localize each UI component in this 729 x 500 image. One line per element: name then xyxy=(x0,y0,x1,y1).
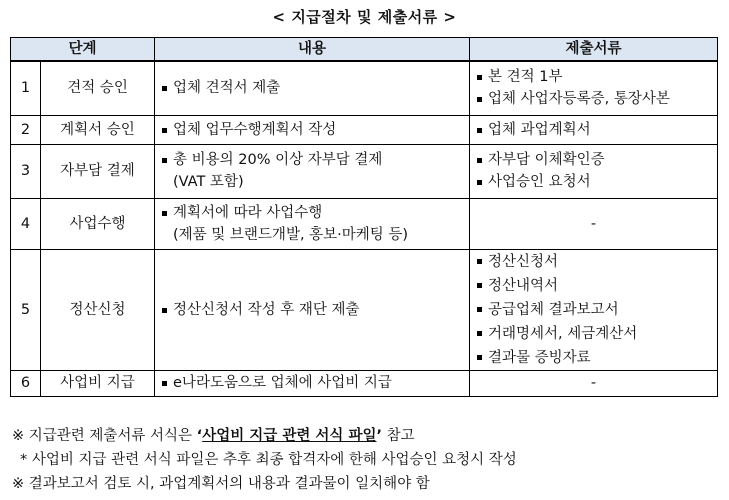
procedure-table xyxy=(10,37,718,397)
step-content xyxy=(155,115,470,144)
document-item: 거래명세서, 세금계산서 xyxy=(475,322,712,346)
content-item: 총 비용의 20% 이상 자부담 결제 xyxy=(160,149,464,171)
table-row xyxy=(11,370,718,396)
step-documents-none: - xyxy=(470,198,718,249)
step-number: 5 xyxy=(11,249,41,370)
document-item: 사업승인 요청서 xyxy=(475,171,712,193)
step-name: 사업수행 xyxy=(41,198,155,249)
table-row xyxy=(11,198,718,249)
header-documents: 제출서류 xyxy=(470,38,718,62)
document-item: 업체 과업계획서 xyxy=(475,119,712,141)
table-header-row xyxy=(11,38,718,62)
forms-file-name: 사업비 지급 관련 서식 파일 xyxy=(202,428,377,444)
step-documents xyxy=(470,61,718,115)
step-documents xyxy=(470,115,718,144)
content-item: e나라도움으로 업체에 사업비 지급 xyxy=(160,372,464,394)
document-item: 정산신청서 xyxy=(475,250,712,274)
step-name: 계획서 승인 xyxy=(41,115,155,144)
note-text: ※ 지급관련 제출서류 서식은 xyxy=(12,428,197,444)
step-documents-none: - xyxy=(470,370,718,396)
step-name: 정산신청 xyxy=(41,249,155,370)
content-item: 업체 업무수행계획서 작성 xyxy=(160,119,464,141)
step-content xyxy=(155,144,470,198)
table-row xyxy=(11,61,718,115)
table-row xyxy=(11,249,718,370)
step-name: 견적 승인 xyxy=(41,61,155,115)
step-content xyxy=(155,370,470,396)
header-stage: 단계 xyxy=(11,38,155,62)
content-continuation: (VAT 포함) xyxy=(173,174,244,190)
document-item: 본 견적 1부 xyxy=(475,66,712,88)
step-name: 사업비 지급 xyxy=(41,370,155,396)
table-row xyxy=(11,144,718,198)
document-item: 업체 사업자등록증, 통장사본 xyxy=(475,88,712,110)
step-number: 6 xyxy=(11,370,41,396)
step-content xyxy=(155,198,470,249)
notes-section xyxy=(12,424,722,496)
document-item: 정산내역서 xyxy=(475,274,712,298)
document-item: 공급업체 결과보고서 xyxy=(475,298,712,322)
step-content xyxy=(155,61,470,115)
page-title: < 지급절차 및 제출서류 > xyxy=(272,8,457,26)
step-content xyxy=(155,249,470,370)
step-documents xyxy=(470,249,718,370)
document-item: 자부담 이체확인증 xyxy=(475,149,712,171)
step-number: 1 xyxy=(11,61,41,115)
content-item: 계획서에 따라 사업수행 xyxy=(160,202,464,224)
step-number: 3 xyxy=(11,144,41,198)
table-row xyxy=(11,115,718,144)
note-forms-timing: * 사업비 지급 관련 서식 파일은 추후 최종 합격자에 한해 사업승인 요청시 작성 xyxy=(20,452,517,468)
step-number: 4 xyxy=(11,198,41,249)
content-item: 정산신청서 작성 후 재단 제출 xyxy=(160,299,464,321)
document-item: 결과물 증빙자료 xyxy=(475,346,712,370)
step-number: 2 xyxy=(11,115,41,144)
step-name: 자부담 결제 xyxy=(41,144,155,198)
note-forms-reference xyxy=(12,424,722,448)
step-documents xyxy=(470,144,718,198)
content-item: 업체 견적서 제출 xyxy=(160,77,464,99)
quote-mark-open: ‘ xyxy=(196,428,203,444)
note-text: 참고 xyxy=(381,428,415,444)
note-report-review: ※ 결과보고서 검토 시, 과업계획서의 내용과 결과물이 일치해야 함 xyxy=(12,476,430,492)
header-content: 내용 xyxy=(155,38,470,62)
quote-mark-close: ’ xyxy=(376,428,382,444)
content-continuation: (제품 및 브랜드개발, 홍보·마케팅 등) xyxy=(173,226,409,243)
